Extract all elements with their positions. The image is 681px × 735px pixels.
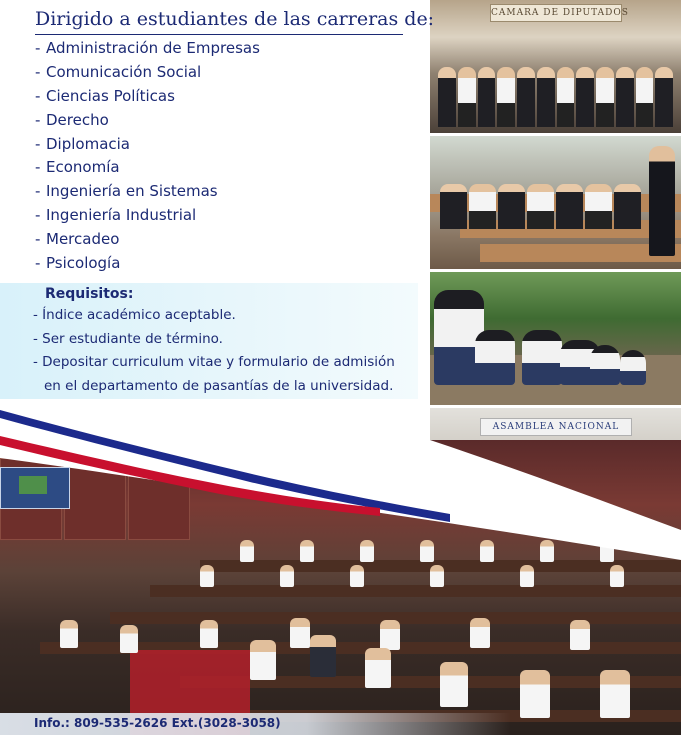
photo-banner-text: ASAMBLEA NACIONAL <box>492 422 620 432</box>
career-item: - Ciencias Políticas <box>35 86 175 105</box>
career-item: - Administración de Empresas <box>35 39 260 57</box>
seated-person <box>430 565 444 587</box>
career-label: Comunicación Social <box>46 62 202 81</box>
career-item: - Derecho <box>35 110 109 129</box>
requirement-continuation: en el departamento de pasantías de la universidad. <box>44 377 394 394</box>
person <box>614 184 641 229</box>
career-label: Diplomacia <box>46 134 130 153</box>
photo-chamber-of-deputies-group <box>430 0 681 133</box>
career-item: - Comunicación Social <box>35 62 202 81</box>
seated-person <box>200 620 218 648</box>
person <box>527 184 554 229</box>
seated-students <box>440 184 641 229</box>
person <box>585 184 612 229</box>
photo-classroom-lecture <box>430 136 681 269</box>
seated-person <box>60 620 78 648</box>
white-band <box>0 400 681 560</box>
career-label: Mercadeo <box>46 230 120 249</box>
person <box>576 67 594 127</box>
flyer-title: Dirigido a estudiantes de las carreras de: <box>35 8 435 30</box>
person <box>440 184 467 229</box>
seated-person <box>610 565 624 587</box>
person <box>458 67 476 127</box>
career-label: Derecho <box>46 110 109 129</box>
photo-tree-planting <box>430 272 681 405</box>
group-of-people <box>438 67 673 127</box>
seated-person <box>290 618 310 648</box>
text-panel <box>0 0 435 420</box>
person <box>636 67 654 127</box>
person <box>557 67 575 127</box>
career-item: - Diplomacia <box>35 134 130 153</box>
person <box>478 67 496 127</box>
career-item: - Ingeniería Industrial <box>35 206 197 225</box>
seated-person <box>280 565 294 587</box>
career-item: - Mercadeo <box>35 230 120 249</box>
requirement-item: - Índice académico aceptable. <box>33 307 236 323</box>
contact-info: Info.: 809-535-2626 Ext.(3028-3058) <box>34 716 281 730</box>
seated-person <box>310 635 336 677</box>
requirements-list <box>33 304 395 398</box>
career-label: Ciencias Políticas <box>46 86 175 105</box>
seated-person <box>250 640 276 680</box>
seated-person <box>520 565 534 587</box>
seated-person <box>570 620 590 650</box>
requirements-box <box>0 283 418 399</box>
career-label: Psicología <box>46 254 121 273</box>
photo-banner-text: CAMARA DE DIPUTADOS <box>491 8 629 18</box>
person <box>497 67 515 127</box>
requirements-title: Requisitos: <box>45 286 134 302</box>
volunteer <box>522 330 562 385</box>
career-item: - Ingeniería en Sistemas <box>35 182 218 201</box>
career-label: Administración de Empresas <box>46 39 260 57</box>
seated-person <box>200 565 214 587</box>
seated-person <box>440 662 468 707</box>
person <box>469 184 496 229</box>
requirement-item: - Depositar curriculum vitae y formulario de admisión <box>33 354 395 370</box>
flag-stripes-decoration <box>0 400 681 560</box>
volunteer <box>590 345 620 385</box>
seated-person <box>380 620 400 650</box>
chamber-display-screen <box>0 467 70 509</box>
seated-person <box>120 625 138 653</box>
volunteer <box>620 350 646 385</box>
career-label: Ingeniería en Sistemas <box>46 182 218 201</box>
contact-bar <box>0 713 681 735</box>
career-label: Economía <box>46 158 120 177</box>
screen-content <box>19 476 47 494</box>
title-underline <box>35 34 403 35</box>
speaker-person <box>649 146 675 256</box>
seat-row <box>150 585 681 597</box>
person <box>655 67 673 127</box>
person <box>517 67 535 127</box>
career-item: - Economía <box>35 158 120 177</box>
person <box>616 67 634 127</box>
person <box>596 67 614 127</box>
requirement-item: - Ser estudiante de término. <box>33 330 223 347</box>
career-item: - Psicología <box>35 254 121 273</box>
photo-banner <box>490 4 629 22</box>
seated-person <box>520 670 550 718</box>
careers-list <box>0 37 260 276</box>
person <box>438 67 456 127</box>
person <box>498 184 525 229</box>
person <box>537 67 555 127</box>
seated-person <box>365 648 391 688</box>
career-label: Ingeniería Industrial <box>46 206 197 225</box>
seated-person <box>600 670 630 718</box>
seated-person <box>350 565 364 587</box>
seated-person <box>470 618 490 648</box>
volunteer <box>475 330 515 385</box>
person <box>556 184 583 229</box>
